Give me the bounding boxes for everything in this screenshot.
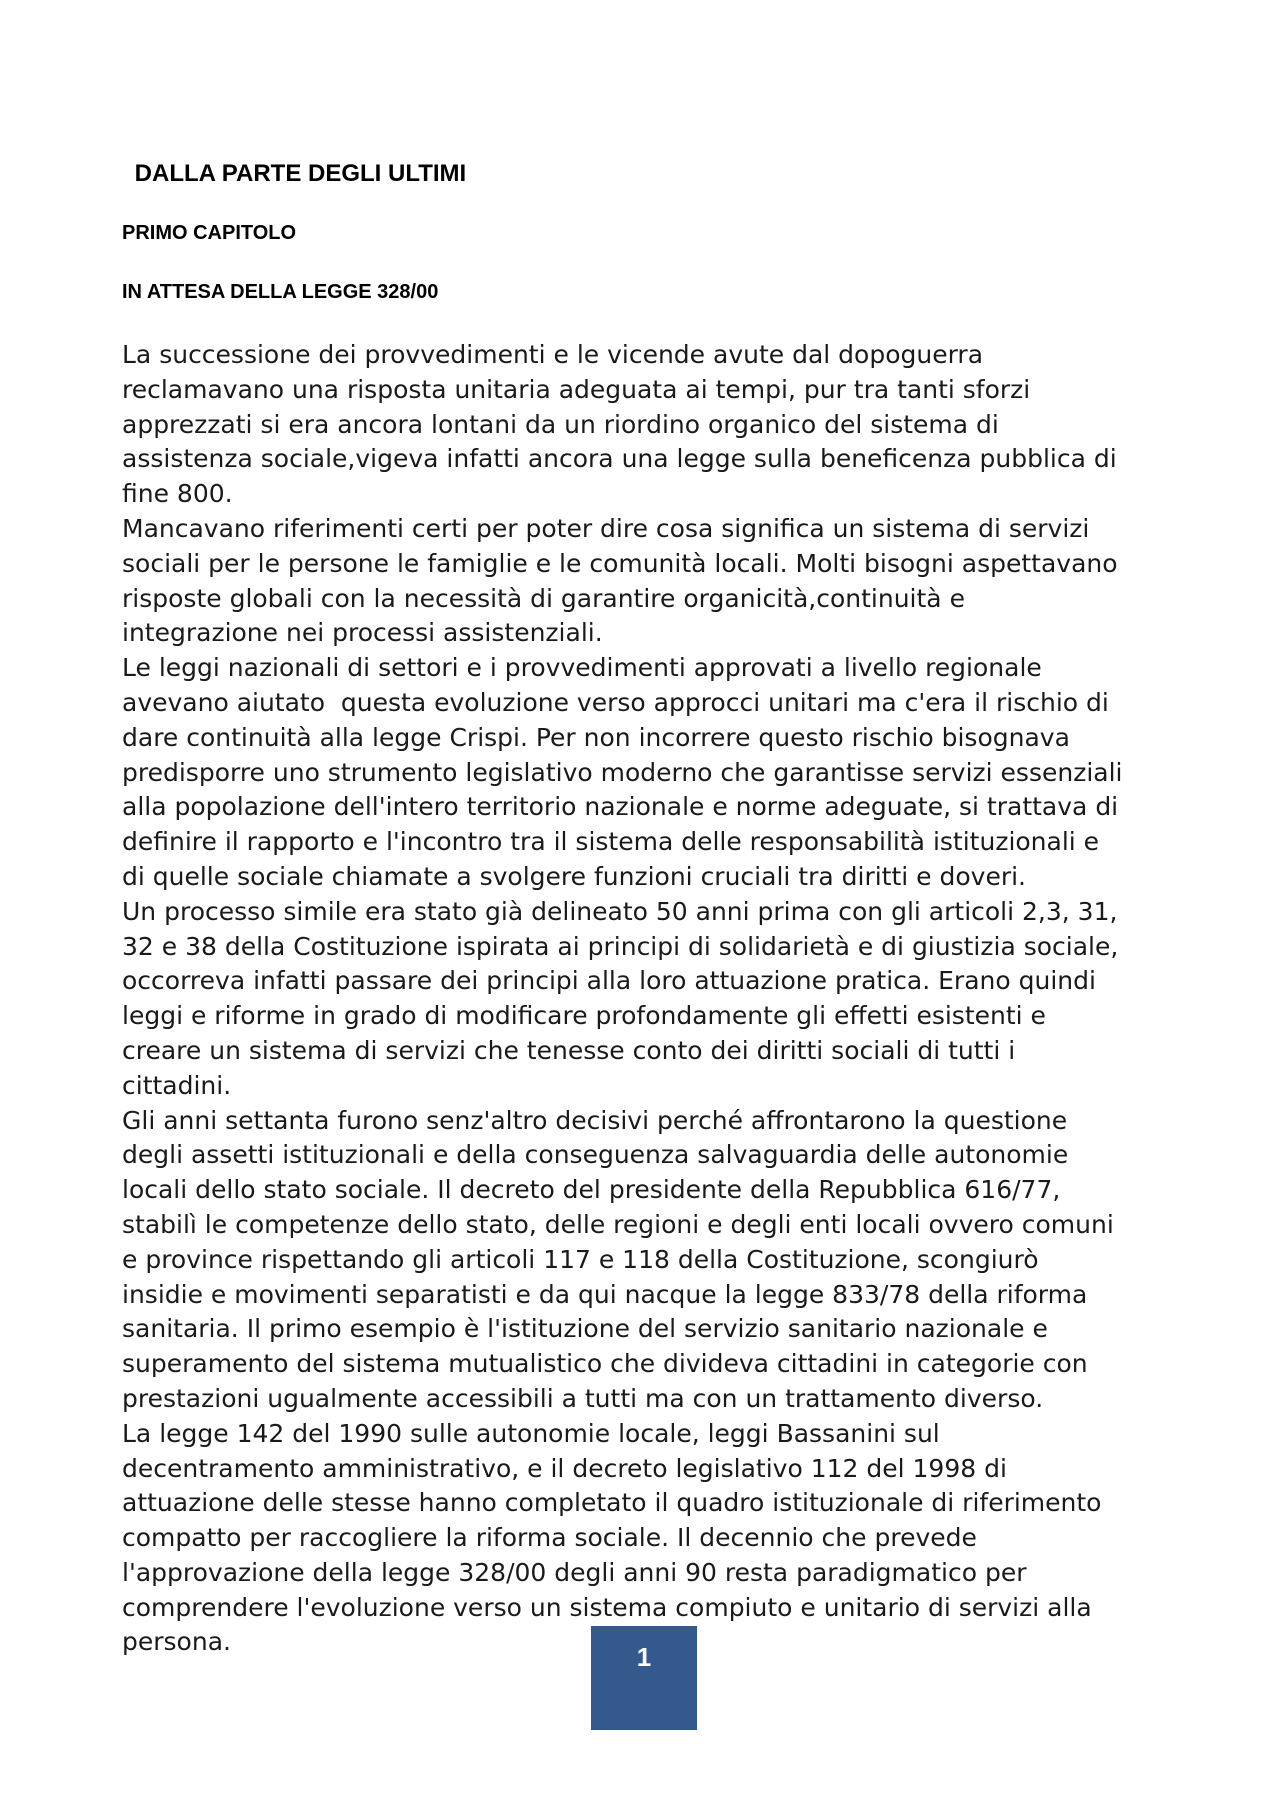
text-line: cittadini. (122, 1070, 232, 1100)
text-line: locali dello stato sociale. Il decreto del presidente della Repubblica 616/77, (122, 1175, 1061, 1205)
text-line: Gli anni settanta furono senz'altro decisivi perché affrontarono la questione (122, 1105, 1068, 1135)
text-line: prestazioni ugualmente accessibili a tutti ma con un trattamento diverso. (122, 1383, 1044, 1413)
text-line: attuazione delle stesse hanno completato il quadro istituzionale di riferimento (122, 1488, 1102, 1518)
text-line: persona. (122, 1627, 231, 1657)
page-number-badge: 1 (591, 1626, 697, 1730)
text-line: definire il rapporto e l'incontro tra il sistema delle responsabilità istituzionali e (122, 827, 1100, 857)
text-line: La successione dei provvedimenti e le vicende avute dal dopoguerra (122, 340, 984, 369)
text-line: compatto per raccogliere la riforma sociale. Il decennio che prevede (122, 1523, 977, 1553)
text-line: insidie e movimenti separatisti e da qui nacque la legge 833/78 della riforma (122, 1279, 1088, 1309)
text-line: assistenza sociale,vigeva infatti ancora una legge sulla beneficenza pubblica di (122, 444, 1117, 474)
text-line: Un processo simile era stato già delineato 50 anni prima con gli articoli 2,3, 31, (122, 896, 1118, 926)
text-line: reclamavano una risposta unitaria adeguata ai tempi, pur tra tanti sforzi (122, 374, 1031, 404)
text-line: occorreva infatti passare dei principi alla loro attuazione pratica. Erano quindi (122, 966, 1096, 996)
body-text (122, 338, 1172, 1660)
text-line: La legge 142 del 1990 sulle autonomie locale, leggi Bassanini sul (122, 1418, 940, 1448)
text-line: superamento del sistema mutualistico che divideva cittadini in categorie con (122, 1349, 1088, 1379)
text-line: integrazione nei processi assistenziali. (122, 618, 603, 648)
text-line: decentramento amministrativo, e il decreto legislativo 112 del 1998 di (122, 1453, 1007, 1483)
text-line: risposte globali con la necessità di garantire organicità,continuità e (122, 583, 965, 613)
section-heading: IN ATTESA DELLA LEGGE 328/00 (122, 281, 439, 303)
text-line: degli assetti istituzionali e della conseguenza salvaguardia delle autonomie (122, 1140, 1069, 1170)
text-line: di quelle sociale chiamate a svolgere funzioni cruciali tra diritti e doveri. (122, 861, 1027, 891)
text-line: e province rispettando gli articoli 117 e 118 della Costituzione, scongiurò (122, 1244, 1039, 1274)
text-line: apprezzati si era ancora lontani da un riordino organico del sistema di (122, 409, 999, 439)
text-line: fine 800. (122, 479, 233, 509)
text-line: sanitaria. Il primo esempio è l'istituzione del servizio sanitario nazionale e (122, 1314, 1048, 1344)
text-line: predisporre uno strumento legislativo moderno che garantisse servizi essenziali (122, 757, 1123, 787)
text-line: sociali per le persone le famiglie e le comunità locali. Molti bisogni aspettavano (122, 548, 1118, 578)
text-line: l'approvazione della legge 328/00 degli anni 90 resta paradigmatico per (122, 1557, 1027, 1587)
text-line: Mancavano riferimenti certi per poter dire cosa significa un sistema di servizi (122, 513, 1090, 543)
text-line: Le leggi nazionali di settori e i provvedimenti approvati a livello regionale (122, 653, 1042, 683)
text-line: leggi e riforme in grado di modificare profondamente gli effetti esistenti e (122, 1001, 1046, 1031)
text-line: comprendere l'evoluzione verso un sistema compiuto e unitario di servizi alla (122, 1592, 1092, 1622)
text-line: creare un sistema di servizi che tenesse conto dei diritti sociali di tutti i (122, 1035, 1016, 1065)
text-line: dare continuità alla legge Crispi. Per non incorrere questo rischio bisognava (122, 722, 1070, 752)
text-line: alla popolazione dell'intero territorio nazionale e norme adeguate, si trattava di (122, 792, 1119, 822)
document-title: DALLA PARTE DEGLI ULTIMI (128, 160, 467, 187)
text-line: stabilì le competenze dello stato, delle regioni e degli enti locali ovvero comuni (122, 1209, 1114, 1239)
text-line: avevano aiutato questa evoluzione verso approcci unitari ma c'era il rischio di (122, 687, 1109, 717)
text-line: 32 e 38 della Costituzione ispirata ai principi di solidarietà e di giustizia sociale, (122, 931, 1119, 961)
chapter-heading: PRIMO CAPITOLO (122, 222, 297, 244)
